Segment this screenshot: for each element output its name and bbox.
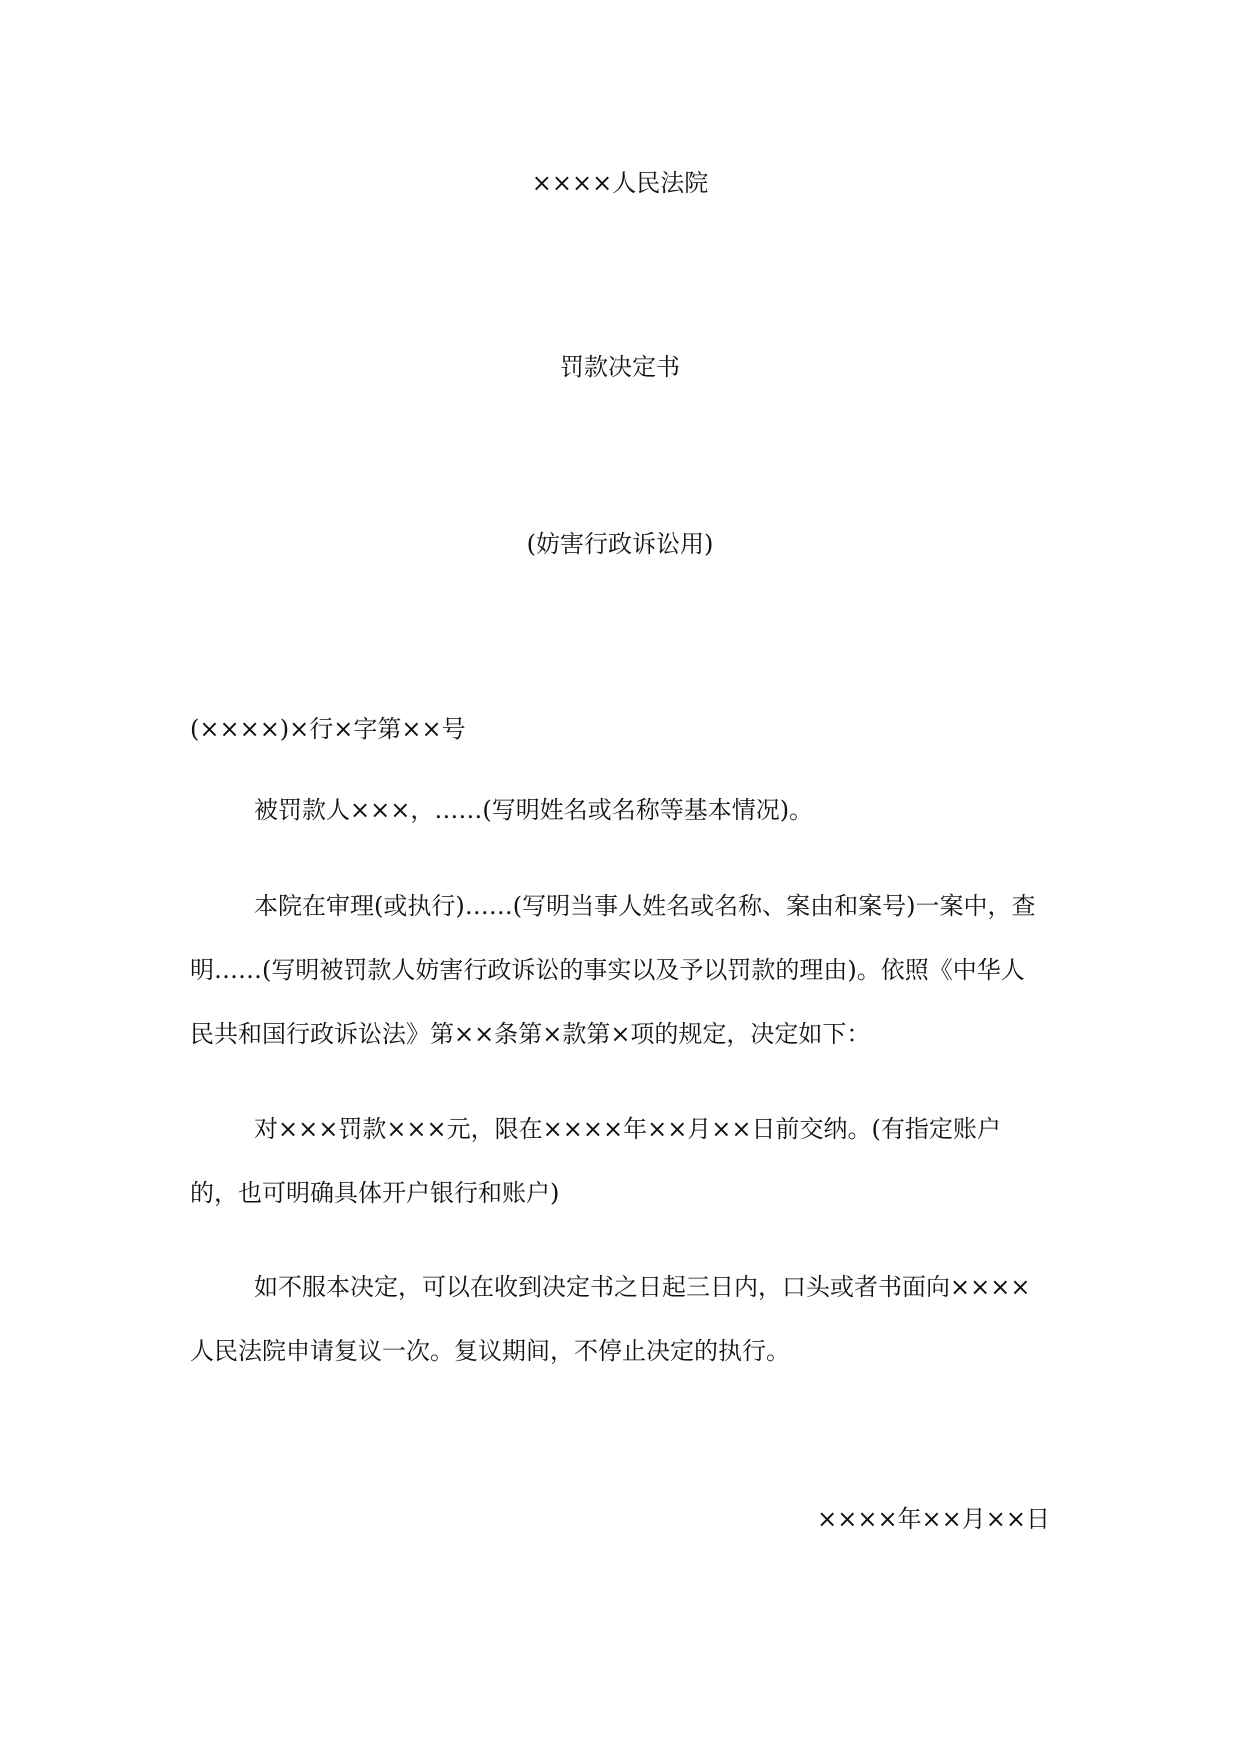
paragraph-facts-and-basis: 本院在审理(或执行)……(写明当事人姓名或名称、案由和案号)一案中，查明……(写明被罚款人妨害行政诉讼的事实以及予以罚款的理由)。依照《中华人民共和国行政诉讼法》第××条第×款第×项的规定，决定如下：: [190, 892, 1036, 1048]
court-name: ××××人民法院: [531, 169, 709, 197]
document-date: ××××年××月××日: [817, 1505, 1050, 1533]
document-title: 罚款决定书: [560, 353, 680, 381]
paragraph-fine-decision: 对×××罚款×××元，限在××××年××月××日前交纳。(有指定账户的，也可明确具体开户银行和账户): [190, 1115, 1001, 1207]
document-subtitle: (妨害行政诉讼用): [526, 530, 714, 558]
paragraph-fined-party: 被罚款人×××，……(写明姓名或名称等基本情况)。: [254, 796, 814, 824]
case-number: (××××)×行×字第××号: [190, 715, 466, 743]
paragraph-appeal-notice: 如不服本决定，可以在收到决定书之日起三日内，口头或者书面向××××人民法院申请复议一次。复议期间，不停止决定的执行。: [190, 1273, 1031, 1365]
